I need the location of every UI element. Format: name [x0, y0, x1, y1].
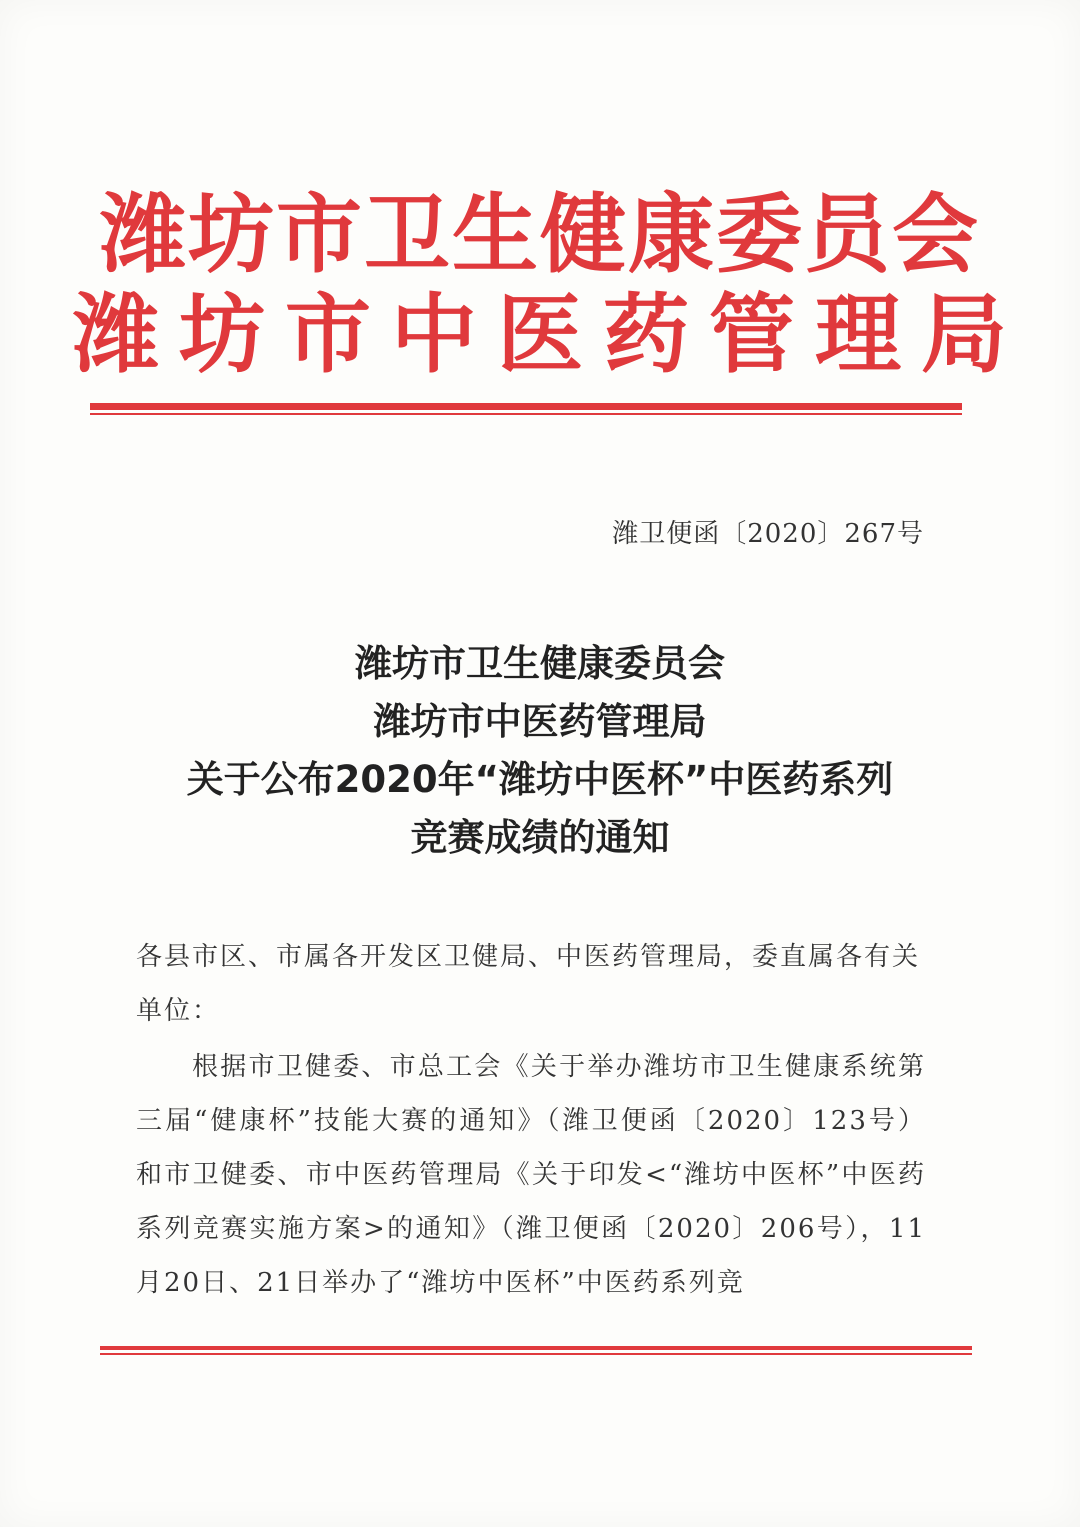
document-title	[0, 635, 1080, 867]
red-footer-rule-thin	[100, 1353, 972, 1355]
red-footer-rule	[100, 1346, 972, 1350]
title-line-3: 关于公布2020年“潍坊中医杯”中医药系列	[186, 758, 894, 801]
red-header-rule-thin	[90, 413, 962, 415]
body-paragraph: 根据市卫健委、市总工会《关于举办潍坊市卫生健康系统第三届“健康杯”技能大赛的通知》（潍卫便函〔2020〕123号）和市卫健委、市中医药管理局《关于印发<“潍坊中医杯”中医药系列竞赛实施方案>的通知》（潍卫便函〔2020〕206号），11月20日、21日举办了“潍坊中医杯”中医药系列竞	[136, 1052, 926, 1298]
title-line-1: 潍坊市卫生健康委员会	[355, 642, 725, 685]
document-number: 潍卫便函〔2020〕267号	[612, 519, 924, 549]
red-header-rule	[90, 403, 962, 410]
title-line-2: 潍坊市中医药管理局	[373, 700, 707, 743]
title-line-4: 竞赛成绩的通知	[410, 816, 670, 859]
addressee: 各县市区、市属各开发区卫健局、中医药管理局，委直属各有关单位：	[136, 942, 921, 1026]
masthead-line-2: 潍坊市中医药管理局	[73, 285, 1027, 385]
masthead-line-1: 潍坊市卫生健康委员会	[100, 185, 980, 285]
